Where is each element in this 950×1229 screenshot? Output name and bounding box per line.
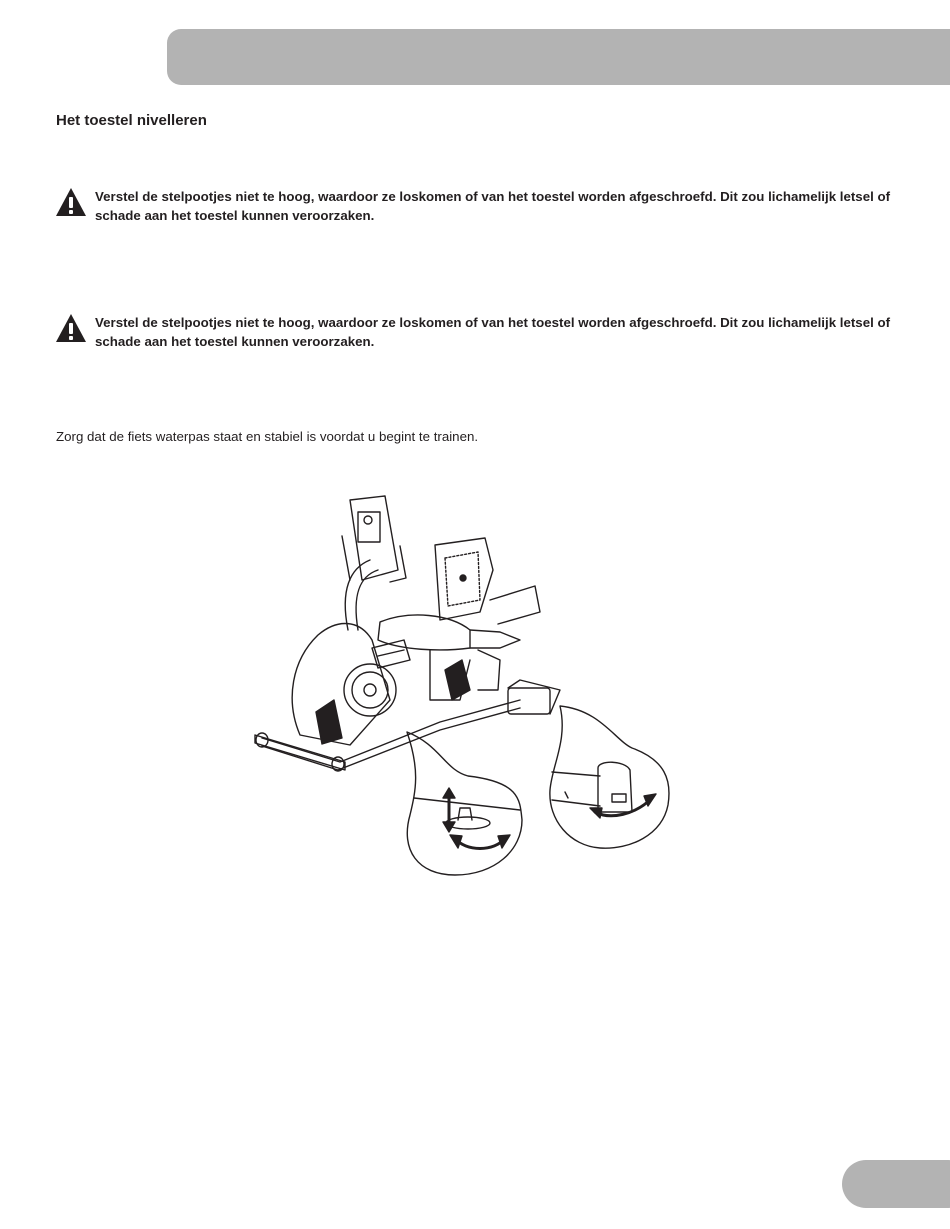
bike-frame — [255, 680, 560, 771]
rear-leveler-callout — [407, 732, 522, 875]
section-title: Het toestel nivelleren — [56, 112, 207, 129]
warning-text: Verstel de stelpootjes niet te hoog, waardoor ze loskomen of van het toestel worden afgeschroefd. Dit zou lichamelijk letsel of schade aan het toestel kunnen veroorzaken. — [95, 189, 891, 223]
seat-back — [435, 538, 493, 620]
instruction-text: Zorg dat de fiets waterpas staat en stabiel is voordat u begint te trainen. — [56, 429, 479, 444]
warning-text: Verstel de stelpootjes niet te hoog, waardoor ze loskomen of van het toestel worden afgeschroefd. Dit zou lichamelijk letsel of schade aan het toestel kunnen veroorzaken. — [95, 315, 891, 349]
page-number-tab — [842, 1160, 950, 1208]
front-stabilizer-callout — [550, 706, 669, 848]
console-column — [342, 496, 406, 630]
